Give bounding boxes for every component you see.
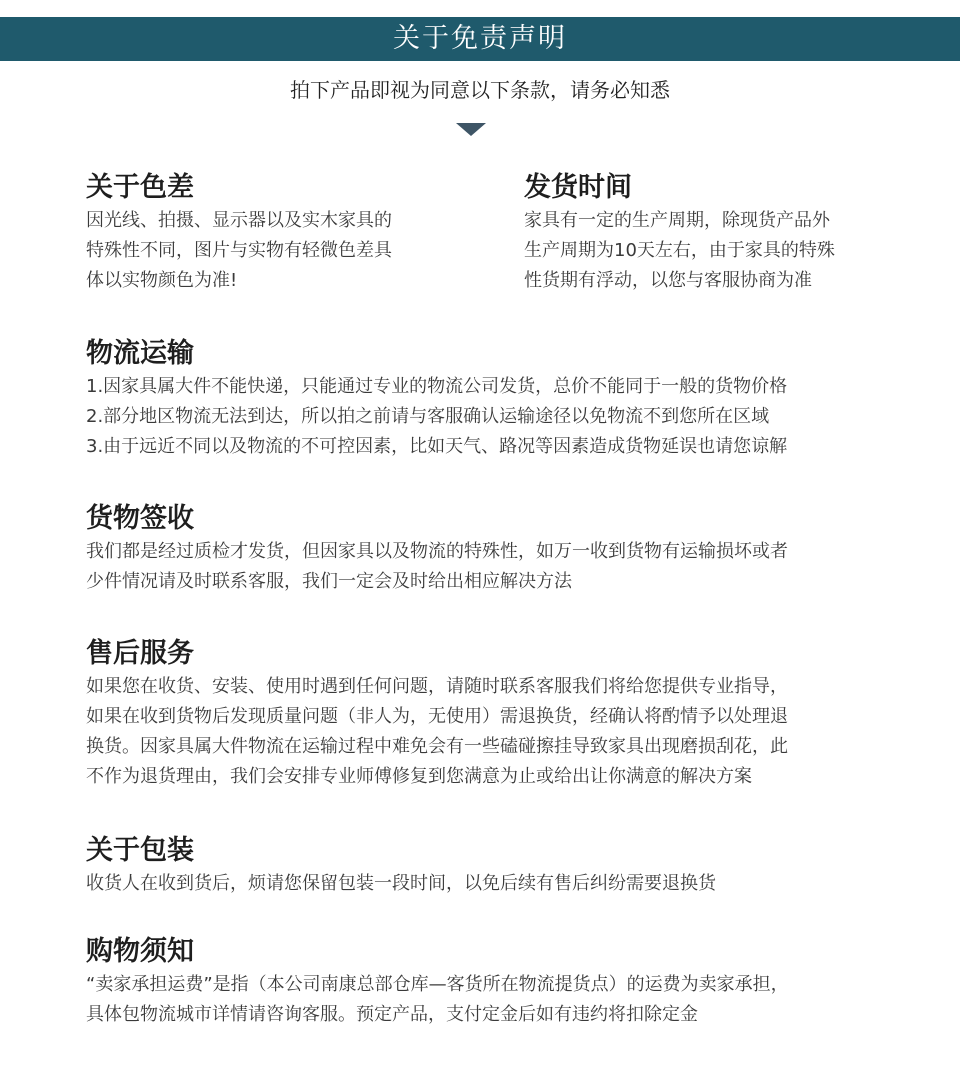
page-subtitle: 拍下产品即视为同意以下条款，请务必知悉 <box>290 78 670 102</box>
section-logistics <box>86 336 787 462</box>
section-title: 关于包装 <box>86 835 194 866</box>
section-line: 如果在收到货物后发现质量问题（非人为，无使用）需退换货，经确认将酌情予以处理退 <box>86 706 788 727</box>
section-after-sales <box>86 636 788 792</box>
page-title: 关于免责声明 <box>393 23 567 54</box>
section-line: 具体包物流城市详情请咨询客服。预定产品，支付定金后如有违约将扣除定金 <box>86 1004 698 1025</box>
section-line: 不作为退货理由，我们会安排专业师傅修复到您满意为止或给出让你满意的解决方案 <box>86 766 752 787</box>
section-line: 家具有一定的生产周期，除现货产品外 <box>524 210 830 231</box>
section-line: 体以实物颜色为准! <box>86 270 238 291</box>
section-line: 特殊性不同，图片与实物有轻微色差具 <box>86 240 392 261</box>
section-color-difference <box>86 170 392 296</box>
header-banner <box>0 17 960 61</box>
section-line: 性货期有浮动，以您与客服协商为准 <box>524 270 812 291</box>
section-line: 3.由于远近不同以及物流的不可控因素，比如天气、路况等因素造成货物延误也请您谅解 <box>86 436 788 457</box>
section-title: 货物签收 <box>86 503 194 534</box>
section-line: 换货。因家具属大件物流在运输过程中难免会有一些磕碰擦挂导致家具出现磨损刮花，此 <box>86 736 788 757</box>
down-arrow-icon <box>456 123 486 136</box>
section-goods-receipt <box>86 501 788 597</box>
section-line: “卖家承担运费”是指（本公司南康总部仓库—客货所在物流提货点）的运费为卖家承担， <box>86 974 789 995</box>
section-line: 1.因家具属大件不能快递，只能通过专业的物流公司发货，总价不能同于一般的货物价格 <box>86 376 788 397</box>
section-line: 如果您在收货、安装、使用时遇到任何问题，请随时联系客服我们将给您提供专业指导， <box>86 676 788 697</box>
section-line: 生产周期为10天左右，由于家具的特殊 <box>524 240 835 261</box>
section-title: 物流运输 <box>86 338 194 369</box>
section-line: 2.部分地区物流无法到达，所以拍之前请与客服确认运输途径以免物流不到您所在区域 <box>86 406 770 427</box>
section-title: 售后服务 <box>86 638 194 669</box>
section-title: 关于色差 <box>86 172 194 203</box>
section-title: 购物须知 <box>86 936 194 967</box>
section-line: 少件情况请及时联系客服，我们一定会及时给出相应解决方法 <box>86 571 572 592</box>
section-line: 收货人在收到货后，烦请您保留包装一段时间，以免后续有售后纠纷需要退换货 <box>86 873 716 894</box>
section-line: 因光线、拍摄、显示器以及实木家具的 <box>86 210 392 231</box>
section-shopping-notice <box>86 934 789 1030</box>
section-title: 发货时间 <box>524 172 632 203</box>
section-packaging <box>86 833 716 899</box>
section-line: 我们都是经过质检才发货，但因家具以及物流的特殊性，如万一收到货物有运输损坏或者 <box>86 541 788 562</box>
section-shipping-time <box>524 170 835 296</box>
